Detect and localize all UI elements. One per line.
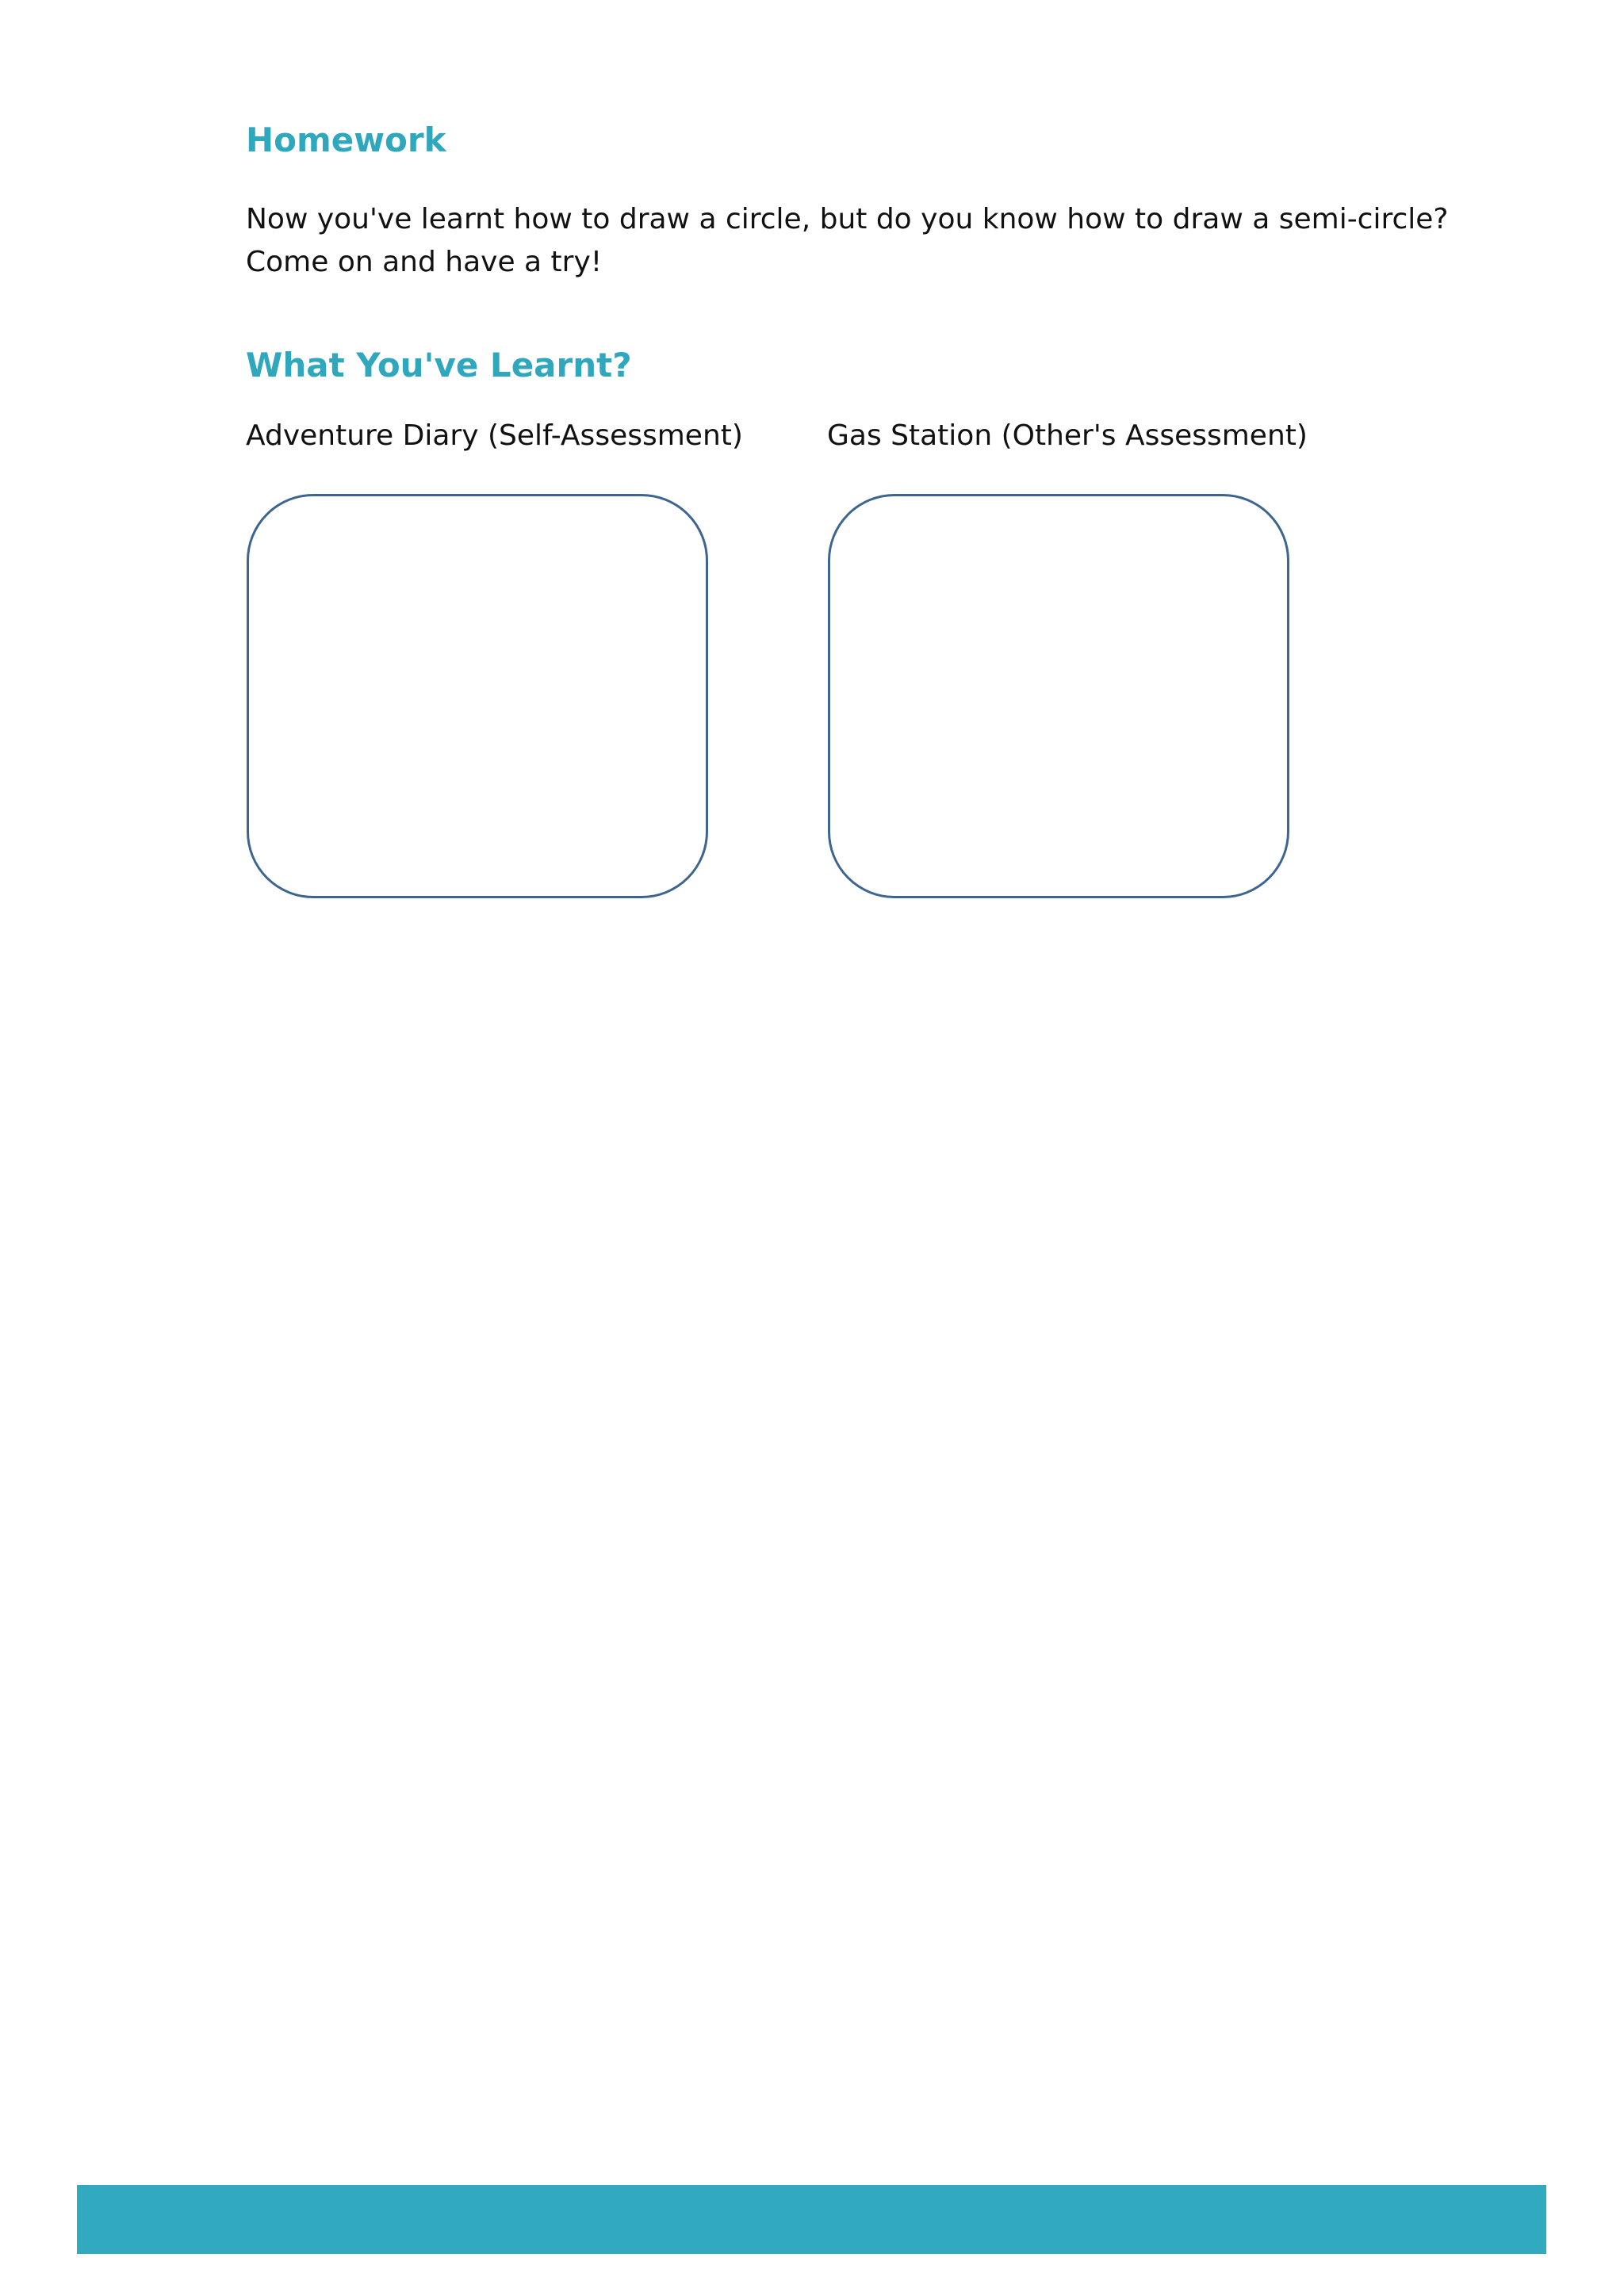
self-assessment-label: Adventure Diary (Self-Assessment) (246, 419, 743, 452)
homework-line-1: Now you've learnt how to draw a circle, but do you know how to draw a semi-circle? (246, 203, 1449, 235)
homework-line-2: Come on and have a try! (246, 246, 603, 278)
self-assessment-box[interactable] (247, 494, 708, 898)
homework-heading: Homework (246, 121, 446, 159)
others-assessment-box[interactable] (828, 494, 1289, 898)
others-assessment-label: Gas Station (Other's Assessment) (827, 419, 1308, 452)
homework-instructions (246, 198, 1449, 284)
what-youve-learnt-heading: What You've Learnt? (246, 346, 632, 385)
footer-bar (77, 2185, 1546, 2254)
